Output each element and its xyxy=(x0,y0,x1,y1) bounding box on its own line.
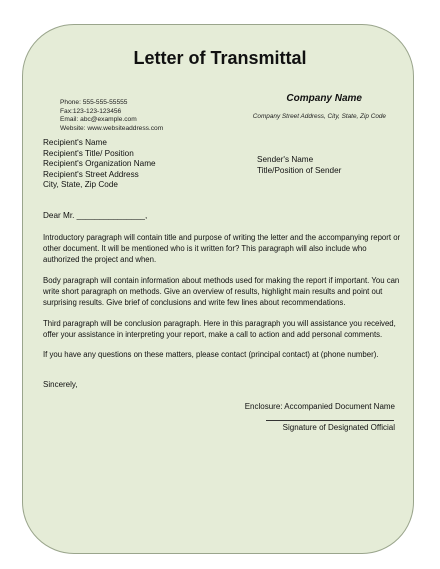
phone-text: Phone: 555-555-55555 xyxy=(60,99,128,106)
recipient-organization: Recipient's Organization Name xyxy=(43,159,156,169)
email-text: Email: abc@example.com xyxy=(60,116,137,124)
recipient-name: Recipient's Name xyxy=(43,138,107,147)
body-paragraph: Body paragraph will contain information about methods used for making the report if important. You can write short paragraph on methods. Give an overview of results, highlight main results and point out surprising results. Give brief of conclusions and write few lines about recommendations. xyxy=(43,276,400,308)
recipient-street: Recipient's Street Address xyxy=(43,169,139,179)
signature-line xyxy=(266,420,394,421)
letter-title: Letter of Transmittal xyxy=(133,48,307,68)
recipient-title: Recipient's Title/ Position xyxy=(43,148,134,158)
company-address: Company Street Address, City, State, Zip Code xyxy=(252,113,386,120)
questions-paragraph: If you have any questions on these matters, please contact (principal contact) at (phone number). xyxy=(43,350,379,359)
website-text: Website: www.websiteaddress.com xyxy=(60,124,164,132)
sender-block xyxy=(257,155,341,176)
intro-paragraph: Introductory paragraph will contain title and purpose of writing the letter and the accompanying report or other document. It will be mentioned who is it written for? This paragraph will also include who authorized the project and when. xyxy=(43,233,401,265)
recipient-city: City, State, Zip Code xyxy=(43,180,118,190)
salutation: Dear Mr. _______________, xyxy=(43,211,148,220)
fax-text: Fax:123-123-123456 xyxy=(60,107,122,115)
contact-block xyxy=(60,99,163,133)
sender-title: Title/Position of Sender xyxy=(257,165,342,175)
recipient-block xyxy=(43,138,156,191)
company-name: Company Name xyxy=(286,93,362,104)
sender-name: Sender's Name xyxy=(257,155,314,164)
enclosure: Enclosure: Accompanied Document Name xyxy=(244,402,395,411)
closing: Sincerely, xyxy=(43,380,78,389)
signature-label: Signature of Designated Official xyxy=(282,423,395,432)
conclusion-paragraph: Third paragraph will be conclusion paragraph. Here in this paragraph you will assistance you received, offer your assistance in interpreting your report, make a call to action and add personal comments. xyxy=(43,319,396,340)
